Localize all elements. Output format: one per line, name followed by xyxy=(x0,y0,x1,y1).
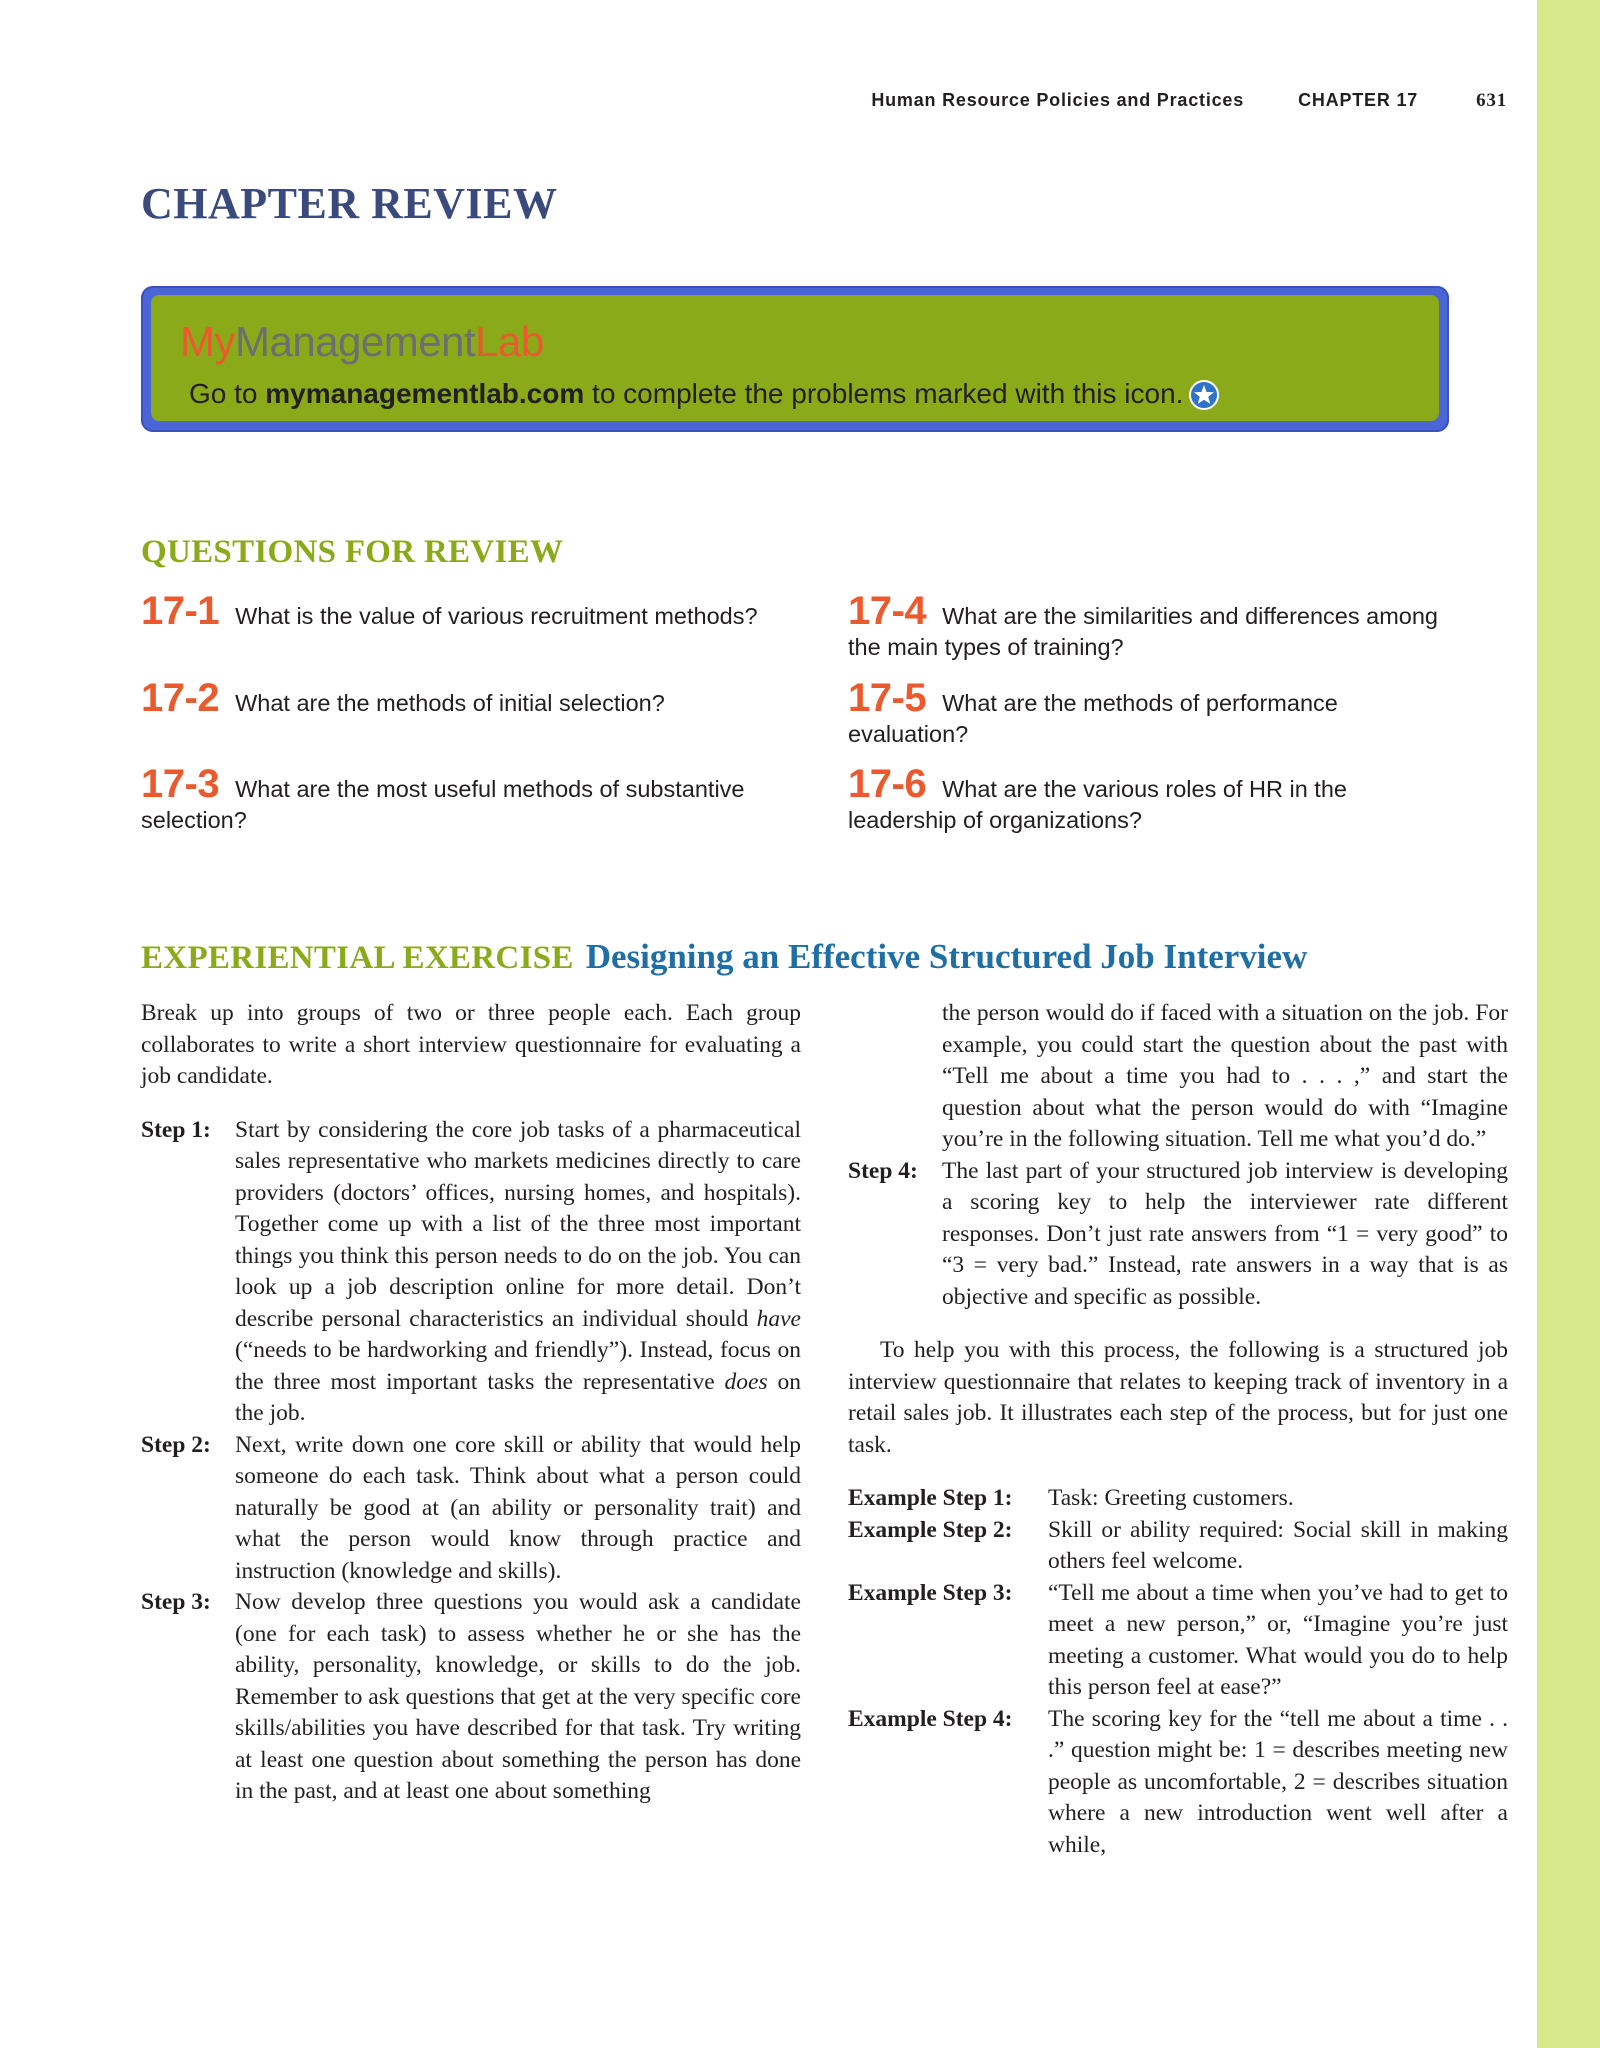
example-step-1 xyxy=(848,1483,1508,1515)
review-question xyxy=(141,676,761,720)
question-number: 17-1 xyxy=(141,589,220,633)
review-question xyxy=(848,589,1448,663)
example-step-2 xyxy=(848,1515,1508,1578)
logo-management: Management xyxy=(235,318,476,365)
question-number: 17-5 xyxy=(848,676,927,720)
instruction-prefix: Go to xyxy=(189,378,266,409)
step-text: Next, write down one core skill or ability that would help someone do each task. Think about what a person could naturally be good at (an ability or personality trait) and what the person would know through practice and instruction (knowledge and skills). xyxy=(235,1431,801,1584)
question-text: What are the methods of initial selection? xyxy=(235,690,665,716)
question-number: 17-3 xyxy=(141,762,220,806)
star-badge-icon xyxy=(1189,380,1219,417)
step-text xyxy=(235,1115,801,1430)
question-number: 17-6 xyxy=(848,762,927,806)
step1-text-a: Start by considering the core job tasks of a pharmaceutical sales representative who markets medicines directly to care providers (doctors’ offices, nursing homes, and hospitals). Together come up with a list of the three most important things you think this person needs to do on the job. You can look up a job description online for more detail. Don’t describe personal characteristics an individual should xyxy=(235,1116,801,1332)
help-paragraph: To help you with this process, the following is a structured job interview questionnaire that relates to keeping track of inventory in a retail sales job. It illustrates each step of the process, but for just one task. xyxy=(848,1337,1508,1458)
step-label: Step 1: xyxy=(141,1116,211,1143)
example-step-4 xyxy=(848,1704,1508,1862)
mymanagementlab-instruction xyxy=(189,378,1219,417)
example-step-text: “Tell me about a time when you’ve had to get to meet a new person,” or, “Imagine you’re just meeting a customer. What would you do to help this person feel at ease?” xyxy=(1048,1579,1508,1700)
step-2 xyxy=(141,1430,801,1588)
step-text: The last part of your structured job interview is developing a scoring key to help the interviewer rate different responses. Don’t just rate answers from “1 = very good” to “3 = very bad.” Instead, rate answers in a way that is as objective and specific as possible. xyxy=(942,1157,1508,1310)
chapter-review-heading: CHAPTER REVIEW xyxy=(141,179,558,228)
step-label: Step 3: xyxy=(141,1589,211,1615)
mymanagementlab-logo xyxy=(180,318,544,366)
mymanagementlab-link[interactable]: mymanagementlab.com xyxy=(265,378,585,409)
question-text: What are the methods of performance evaluation? xyxy=(848,690,1338,747)
review-question xyxy=(141,589,761,633)
step1-text-b: (“needs to be hardworking and friendly”). Instead, focus on the three most important tasks the representative xyxy=(235,1337,801,1395)
step-3 xyxy=(141,1587,801,1808)
step1-emphasis-does: does xyxy=(724,1368,768,1395)
question-text: What is the value of various recruitment methods? xyxy=(235,603,758,629)
step3-continuation: the person would do if faced with a situation on the job. For example, you could start the question about the past with “Tell me about a time you had to . . . ,” and start the question about what the person would do with “Imagine you’re in the following situation. Tell me what you’d do.” xyxy=(942,1000,1508,1152)
example-step-text: The scoring key for the “tell me about a time . . .” question might be: 1 = describes meeting new people as uncomfortable, 2 = describes situation where a new introduction went well after a while, xyxy=(1048,1705,1508,1858)
step-label: Step 4: xyxy=(848,1157,918,1184)
question-text: What are the various roles of HR in the leadership of organizations? xyxy=(848,776,1347,833)
step-4 xyxy=(848,1156,1508,1314)
running-header-chapter: CHAPTER 17 xyxy=(1298,90,1419,110)
example-step-label: Example Step 2: xyxy=(848,1516,1013,1543)
question-text: What are the similarities and differences among the main types of training? xyxy=(848,603,1438,660)
experiential-exercise-heading xyxy=(141,937,1307,977)
step-text: Now develop three questions you would ask a candidate (one for each task) to assess whether he or she has the ability, personality, knowledge, or skills to do the job. Remember to ask questions that get at the very specific core skills/abilities you have described for that task. Try writing at least one question about something the person has done in the past, and at least one about something xyxy=(235,1589,801,1804)
exercise-intro: Break up into groups of two or three people each. Each group collaborates to write a short interview questionnaire for evaluating a job candidate. xyxy=(141,1000,801,1089)
page-edge-tab xyxy=(1537,0,1600,2048)
exercise-right-column xyxy=(848,998,1508,1861)
review-question xyxy=(141,762,761,836)
step-label: Step 2: xyxy=(141,1431,211,1458)
step1-text-c: on the job. xyxy=(235,1368,802,1426)
question-number: 17-2 xyxy=(141,676,220,720)
review-question xyxy=(848,676,1448,750)
running-header-title: Human Resource Policies and Practices xyxy=(871,90,1245,110)
example-step-text: Skill or ability required: Social skill in making others feel welcome. xyxy=(1048,1516,1508,1574)
example-step-3 xyxy=(848,1578,1508,1704)
exercise-title: Designing an Effective Structured Job Interview xyxy=(585,937,1308,976)
question-number: 17-4 xyxy=(848,589,927,633)
exercise-label: EXPERIENTIAL EXERCISE xyxy=(141,940,574,976)
questions-for-review-heading: QUESTIONS FOR REVIEW xyxy=(141,534,564,570)
page-number: 631 xyxy=(1476,90,1507,111)
review-question xyxy=(848,762,1448,836)
logo-my: My xyxy=(180,318,235,365)
logo-lab: Lab xyxy=(475,318,544,365)
step-1 xyxy=(141,1115,801,1430)
example-step-label: Example Step 1: xyxy=(848,1485,1013,1511)
question-text: What are the most useful methods of substantive selection? xyxy=(141,776,745,833)
example-step-label: Example Step 3: xyxy=(848,1579,1013,1606)
exercise-left-column xyxy=(141,998,801,1808)
example-step-label: Example Step 4: xyxy=(848,1705,1013,1732)
instruction-suffix: to complete the problems marked with this icon. xyxy=(584,378,1184,409)
running-header xyxy=(871,90,1507,116)
example-step-text: Task: Greeting customers. xyxy=(1048,1485,1294,1511)
step1-emphasis-have: have xyxy=(756,1305,801,1332)
